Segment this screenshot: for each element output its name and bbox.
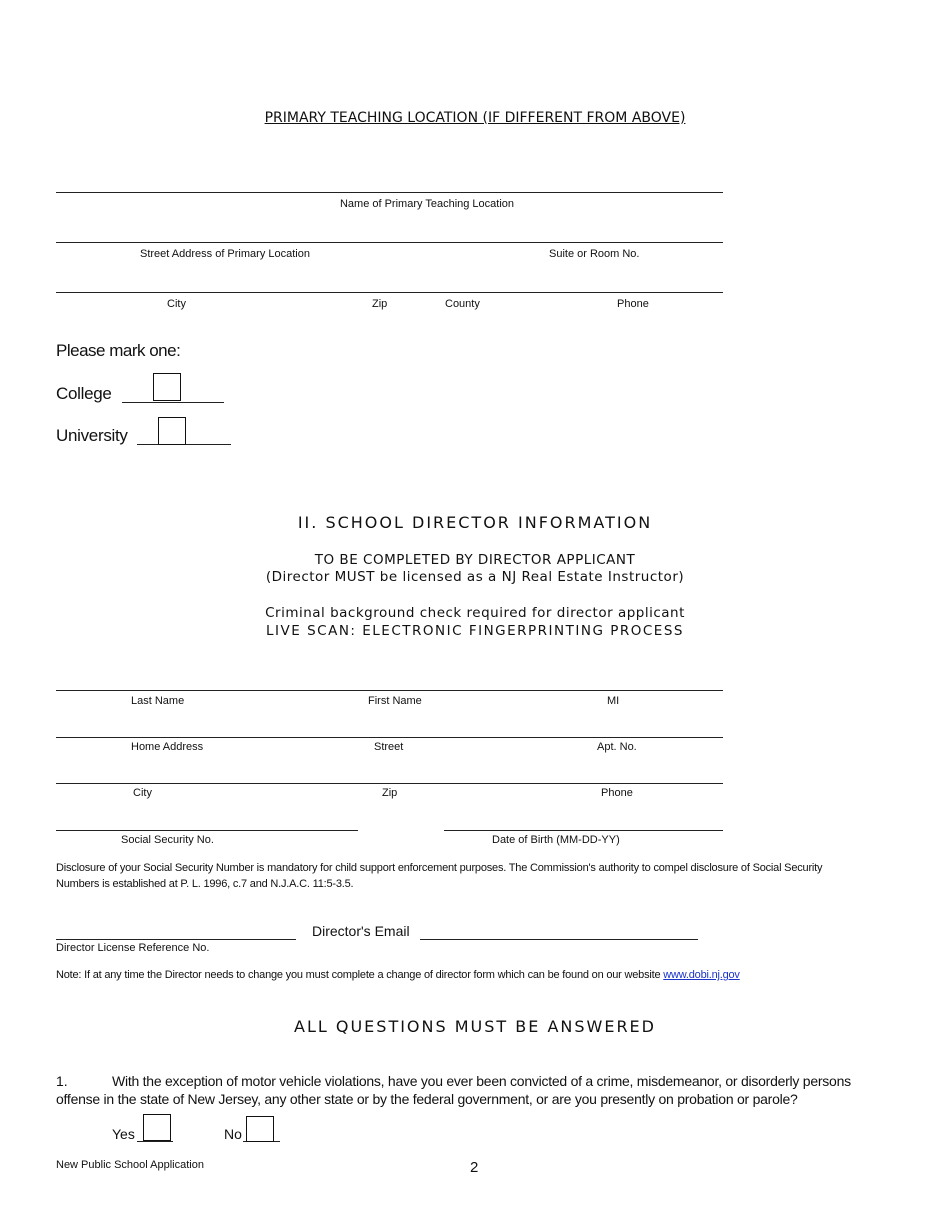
college-underline bbox=[122, 402, 224, 403]
ssn-label: Social Security No. bbox=[121, 834, 214, 846]
last-name-label: Last Name bbox=[131, 695, 185, 707]
ssn-disclosure-line1: Disclosure of your Social Security Number is mandatory for child support enforcement purposes. The Commission's authority to compel disclosure of Social Security bbox=[56, 862, 823, 874]
license-label: Director License Reference No. bbox=[56, 942, 210, 954]
name-line[interactable] bbox=[56, 690, 723, 691]
primary-location-heading: PRIMARY TEACHING LOCATION (IF DIFFERENT FROM ABOVE) bbox=[264, 110, 686, 126]
license-number-line[interactable] bbox=[56, 939, 296, 940]
location-name-label: Name of Primary Teaching Location bbox=[339, 198, 515, 210]
section2-line1: TO BE COMPLETED BY DIRECTOR APPLICANT bbox=[314, 552, 636, 568]
first-name-label: First Name bbox=[368, 695, 422, 707]
street-address-label: Street Address of Primary Location bbox=[140, 248, 310, 260]
director-phone-label: Phone bbox=[601, 787, 633, 799]
dob-line[interactable] bbox=[444, 830, 723, 831]
home-address-line[interactable] bbox=[56, 737, 723, 738]
county-label: County bbox=[445, 298, 480, 310]
question1-text-line1: With the exception of motor vehicle violations, have you ever been convicted of a crime, misdemeanor, or disorderly persons bbox=[112, 1073, 851, 1089]
dobi-website-link[interactable]: www.dobi.nj.gov bbox=[663, 969, 740, 981]
section2-title: II. SCHOOL DIRECTOR INFORMATION bbox=[297, 513, 653, 532]
no-label: No bbox=[224, 1126, 242, 1142]
suite-label: Suite or Room No. bbox=[549, 248, 640, 260]
director-city-label: City bbox=[133, 787, 152, 799]
note-text: Note: If at any time the Director needs to change you must complete a change of director form which can be found on our website bbox=[56, 969, 664, 981]
director-zip-label: Zip bbox=[382, 787, 398, 799]
city-zip-line[interactable] bbox=[56, 292, 723, 293]
college-option-label: College bbox=[56, 384, 112, 403]
yes-underline bbox=[137, 1141, 173, 1142]
question1-text-line2: offense in the state of New Jersey, any other state or by the federal government, or are you presently on probation or parole? bbox=[56, 1091, 798, 1107]
city-label: City bbox=[167, 298, 186, 310]
university-checkbox[interactable] bbox=[158, 417, 186, 445]
no-checkbox[interactable] bbox=[246, 1116, 274, 1142]
section2-line2: (Director MUST be licensed as a NJ Real Estate Instructor) bbox=[265, 569, 685, 585]
ssn-line[interactable] bbox=[56, 830, 358, 831]
director-email-label: Director's Email bbox=[312, 923, 410, 939]
location-name-line[interactable] bbox=[56, 192, 723, 193]
mi-label: MI bbox=[607, 695, 620, 707]
director-change-note bbox=[56, 969, 740, 981]
director-email-line[interactable] bbox=[420, 939, 698, 940]
ssn-disclosure-line2: Numbers is established at P. L. 1996, c.7 and N.J.A.C. 11:5-3.5. bbox=[56, 878, 354, 890]
section2-line3: Criminal background check required for director applicant bbox=[265, 605, 685, 621]
college-checkbox[interactable] bbox=[153, 373, 181, 401]
mark-one-prompt: Please mark one: bbox=[56, 341, 181, 360]
street-address-line[interactable] bbox=[56, 242, 723, 243]
footer-title: New Public School Application bbox=[56, 1159, 204, 1171]
director-city-line[interactable] bbox=[56, 783, 723, 784]
zip-label: Zip bbox=[372, 298, 388, 310]
questions-title: ALL QUESTIONS MUST BE ANSWERED bbox=[294, 1017, 656, 1036]
apt-label: Apt. No. bbox=[597, 741, 637, 753]
street-label: Street bbox=[374, 741, 404, 753]
dob-label: Date of Birth (MM-DD-YY) bbox=[492, 834, 620, 846]
phone-label: Phone bbox=[617, 298, 649, 310]
section2-line4: LIVE SCAN: ELECTRONIC FINGERPRINTING PROCESS bbox=[266, 623, 684, 639]
yes-label: Yes bbox=[112, 1126, 135, 1142]
university-option-label: University bbox=[56, 426, 128, 445]
home-address-label: Home Address bbox=[131, 741, 204, 753]
page-number: 2 bbox=[470, 1159, 479, 1176]
question1-number: 1. bbox=[56, 1073, 68, 1089]
yes-checkbox[interactable] bbox=[143, 1114, 171, 1141]
